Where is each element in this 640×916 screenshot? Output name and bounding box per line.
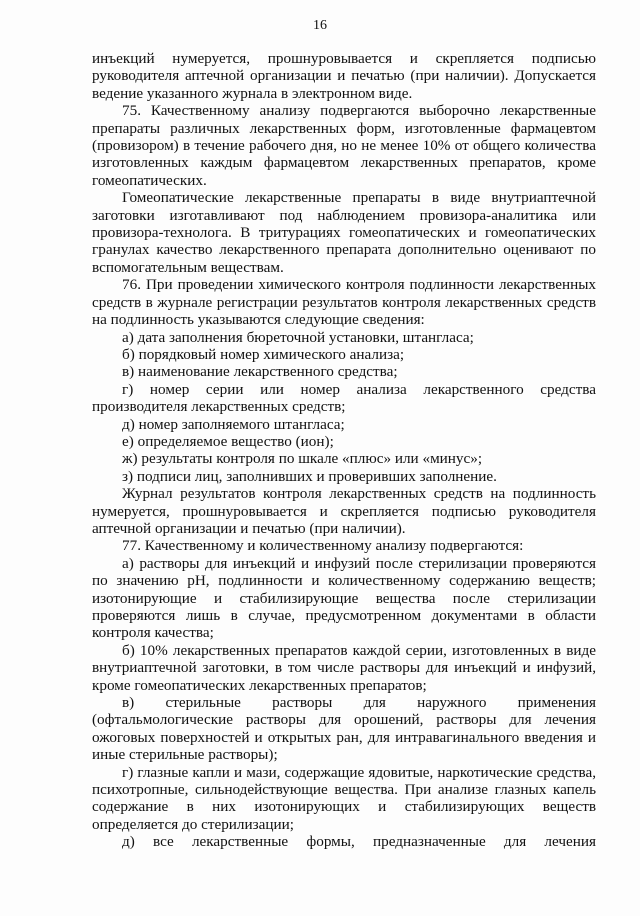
paragraph: Журнал результатов контроля лекарственных средств на подлинность нумеруется, прошнуровывается и скрепляется подписью руководителя аптечной организации и печатью (при наличии). [92,485,596,537]
page-number: 16 [313,18,327,33]
list-item: б) 10% лекарственных препаратов каждой серии, изготовленных в виде внутриаптечной заготовки, в том числе растворы для инъекций и инфузий, кроме гомеопатических лекарственных препаратов; [92,641,596,694]
document-body [92,50,596,851]
list-item: в) стерильные растворы для наружного применения (офтальмологические растворы для орошений, растворы для лечения ожоговых поверхностей и открытых ран, для интравагинального введения и иные стерильные растворы); [92,694,596,764]
list-item: з) подписи лиц, заполнивших и проверивших заполнение. [122,467,497,485]
list-item: е) определяемое вещество (ион); [122,432,334,450]
list-item: г) номер серии или номер анализа лекарственного средства производителя лекарственных средств; [92,380,596,416]
paragraph: инъекций нумеруется, прошнуровывается и скрепляется подписью руководителя аптечной организации и печатью (при наличии). Допускается ведение указанного журнала в электронном виде. [92,50,596,102]
list-item: ж) результаты контроля по шкале «плюс» или «минус»; [122,450,483,468]
paragraph-item-76: 76. При проведении химического контроля подлинности лекарственных средств в журнале регистрации результатов контроля лекарственных средств на подлинность указываются следующие сведения: [92,276,596,329]
list-item: г) глазные капли и мази, содержащие ядовитые, наркотические средства, психотропные, сильнодействующие вещества. При анализе глазных капель содержание в них изотонирующих и стабилизирующих веществ определяется до стерилизации; [92,763,596,833]
list-item: д) все лекарственные формы, предназначенные для лечения [122,833,596,851]
list-item: д) номер заполняемого штангласа; [122,415,345,433]
list-item: а) растворы для инъекций и инфузий после стерилизации проверяются по значению pH, подлинности и количественному содержанию веществ; изотонирующие и стабилизирующие вещества после стерилизации проверяются лишь в случае, предусмотренном документами в области контроля качества; [92,554,596,642]
list-item: в) наименование лекарственного средства; [122,363,398,381]
list-item: б) порядковый номер химического анализа; [122,345,405,363]
paragraph-item-75: 75. Качественному анализу подвергаются выборочно лекарственные препараты различных лекарственных форм, изготовленные фармацевтом (провизором) в течение рабочего дня, но не менее 10% от общего количества изготовленных каждым фармацевтом лекарственных препаратов, кроме гомеопатических. [92,102,596,189]
list-item: а) дата заполнения бюреточной установки, штангласа; [122,328,474,346]
paragraph: Гомеопатические лекарственные препараты в виде внутриаптечной заготовки изготавливают под наблюдением провизора-аналитика или провизора-технолога. В тритурациях гомеопатических и гомеопатических гранулах качество лекарственного препарата дополнительно оценивают по вспомогательным веществам. [92,189,596,276]
paragraph-item-77: 77. Качественному и количественному анализу подвергаются: [122,537,524,555]
